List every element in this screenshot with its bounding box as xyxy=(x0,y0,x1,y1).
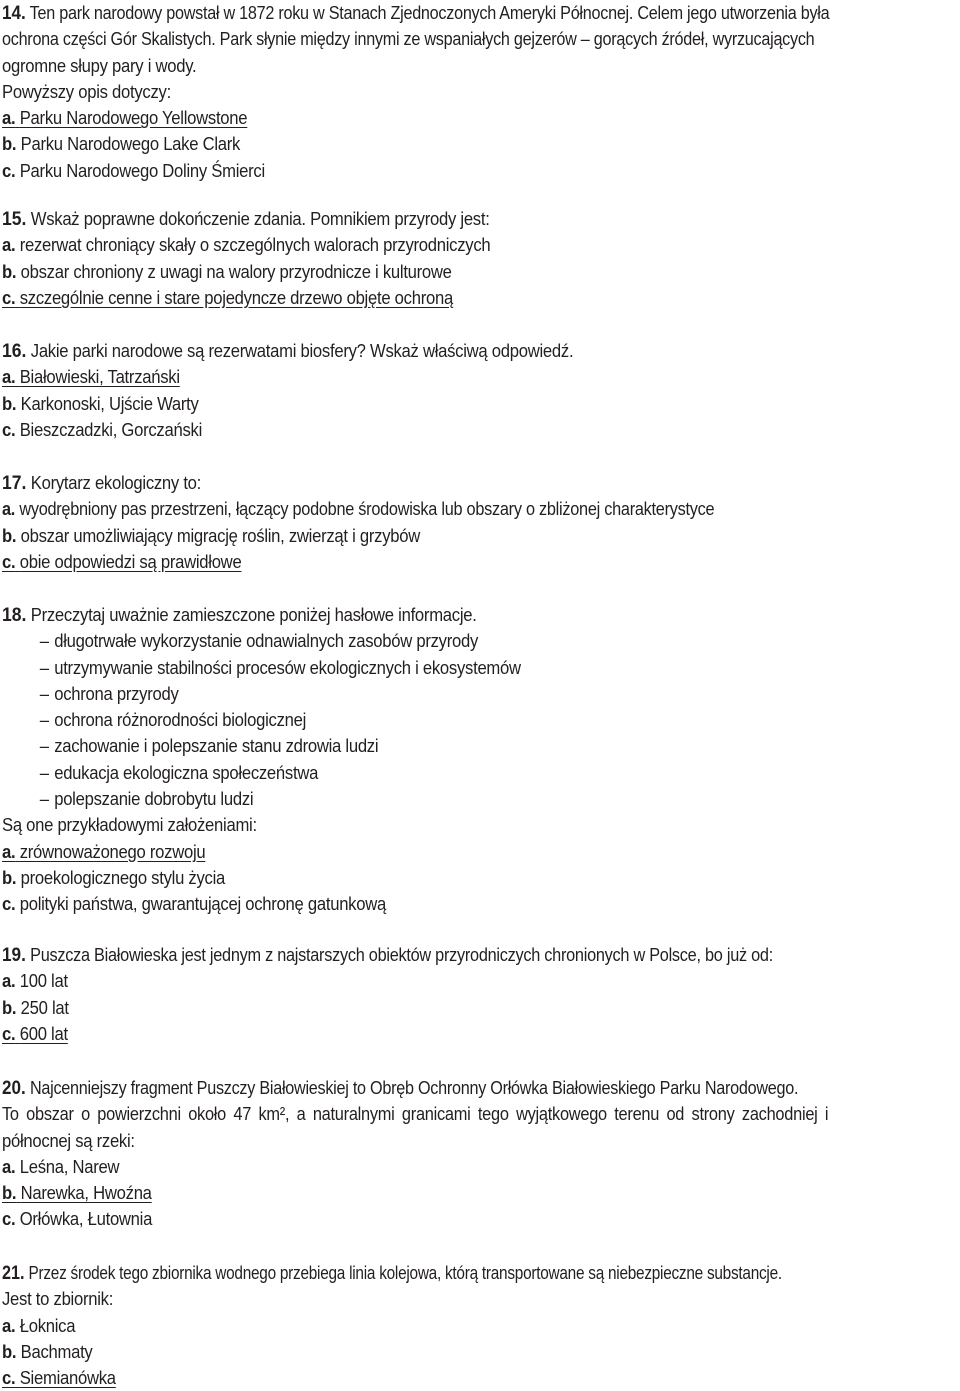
option-letter: c. xyxy=(2,1367,16,1389)
option-text: rezerwat chroniący skały o szczególnych walorach przyrodniczych xyxy=(19,234,491,256)
option-b[interactable] xyxy=(2,995,862,1021)
question-text: Przeczytaj uważnie zamieszczone poniżej hasłowe informacje. xyxy=(30,604,477,625)
question-14-prompt: Powyższy opis dotyczy: xyxy=(2,80,171,102)
question-16-line xyxy=(2,338,862,364)
dash-bullet: – xyxy=(39,788,49,810)
question-text: Puszcza Białowieska jest jednym z najstarszych obiektów przyrodniczych chronionych w Polsce, bo już od: xyxy=(30,944,773,965)
question-20-line-3: północnej są rzeki: xyxy=(2,1129,135,1151)
option-a[interactable] xyxy=(2,1154,862,1180)
question-number: 14. xyxy=(2,2,26,24)
question-17 xyxy=(2,470,958,575)
option-text: Parku Narodowego Doliny Śmierci xyxy=(19,159,265,181)
option-letter: c. xyxy=(2,418,16,440)
option-letter: a. xyxy=(2,366,16,388)
option-c[interactable] xyxy=(2,285,862,311)
option-b[interactable] xyxy=(2,1339,862,1365)
option-b[interactable] xyxy=(2,391,862,417)
option-text: Bachmaty xyxy=(20,1340,93,1362)
question-number: 19. xyxy=(2,944,26,966)
option-letter: c. xyxy=(2,1022,16,1044)
dash-bullet: – xyxy=(39,709,49,731)
option-letter: c. xyxy=(2,286,16,308)
option-b[interactable] xyxy=(2,1180,862,1206)
option-letter: b. xyxy=(2,996,17,1018)
option-text: wyodrębniony pas przestrzeni, łączący podobne środowiska lub obszary o zbliżonej charakterystyce xyxy=(19,498,715,520)
question-20-line-2: To obszar o powierzchni około 47 km², a naturalnymi granicami tego wyjątkowego terenu od strony zachodniej i xyxy=(2,1103,829,1125)
bullet-item xyxy=(2,681,862,707)
option-a[interactable] xyxy=(2,839,862,865)
option-text: Orłówka, Łutownia xyxy=(19,1208,153,1230)
bullet-item xyxy=(2,760,862,786)
option-b[interactable] xyxy=(2,865,862,891)
question-14-line-1 xyxy=(2,0,839,26)
question-number: 16. xyxy=(2,340,27,362)
option-a[interactable] xyxy=(2,496,843,522)
question-text: Jakie parki narodowe są rezerwatami biosfery? Wskaż właściwą odpowiedź. xyxy=(30,340,574,361)
option-c[interactable] xyxy=(2,891,862,917)
question-18 xyxy=(2,602,958,918)
option-text: obszar chroniony z uwagi na walory przyrodnicze i kulturowe xyxy=(20,260,452,282)
question-18-line xyxy=(2,602,862,628)
option-letter: a. xyxy=(2,1155,16,1177)
option-b[interactable] xyxy=(2,259,862,285)
option-letter: a. xyxy=(2,107,16,129)
question-15-line xyxy=(2,206,862,232)
question-15 xyxy=(2,206,958,311)
option-letter: b. xyxy=(2,392,17,414)
bullet-item xyxy=(2,707,862,733)
bullet-item xyxy=(2,655,862,681)
option-a[interactable] xyxy=(2,1313,862,1339)
option-text: szczególnie cenne i stare pojedyncze drzewo objęte ochroną xyxy=(19,286,453,308)
option-letter: a. xyxy=(2,1314,16,1336)
question-21 xyxy=(2,1260,958,1391)
option-text: Parku Narodowego Yellowstone xyxy=(19,107,248,129)
question-number: 20. xyxy=(2,1077,26,1099)
bullet-text: polepszanie dobrobytu ludzi xyxy=(54,788,254,810)
bullet-item xyxy=(2,733,862,759)
option-letter: b. xyxy=(2,1340,17,1362)
option-text: Siemianówka xyxy=(19,1367,116,1389)
dash-bullet: – xyxy=(39,761,49,783)
option-c[interactable] xyxy=(2,417,862,443)
option-letter: a. xyxy=(2,234,16,256)
option-a[interactable] xyxy=(2,364,862,390)
option-a[interactable] xyxy=(2,968,862,994)
option-a[interactable] xyxy=(2,232,862,258)
option-c[interactable] xyxy=(2,158,862,184)
option-letter: b. xyxy=(2,524,17,546)
bullet-text: utrzymywanie stabilności procesów ekologicznych i ekosystemów xyxy=(54,656,521,678)
option-text: 250 lat xyxy=(20,996,69,1018)
option-text: Leśna, Narew xyxy=(19,1155,120,1177)
question-text: Korytarz ekologiczny to: xyxy=(30,472,202,493)
option-letter: c. xyxy=(2,550,16,572)
bullet-text: ochrona przyrody xyxy=(54,682,179,704)
option-c[interactable] xyxy=(2,1021,862,1047)
option-text: Łoknica xyxy=(19,1314,76,1336)
option-text: 100 lat xyxy=(19,970,68,992)
question-14-line-2: ochrona części Gór Skalistych. Park słynie między innymi ze wspaniałych gejzerów – gorących źródeł, wyrzucających xyxy=(2,28,815,50)
option-text: Białowieski, Tatrzański xyxy=(19,366,180,388)
bullet-text: ochrona różnorodności biologicznej xyxy=(54,709,307,731)
option-text: Bieszczadzki, Gorczański xyxy=(19,418,203,440)
option-text: 600 lat xyxy=(19,1022,68,1044)
option-text: polityki państwa, gwarantującej ochronę gatunkową xyxy=(19,893,386,915)
question-21-line-2: Jest to zbiornik: xyxy=(2,1288,114,1310)
option-b[interactable] xyxy=(2,131,862,157)
option-letter: c. xyxy=(2,159,16,181)
option-c[interactable] xyxy=(2,549,862,575)
option-letter: c. xyxy=(2,1208,16,1230)
question-17-line xyxy=(2,470,862,496)
dash-bullet: – xyxy=(39,735,49,757)
question-number: 17. xyxy=(2,472,27,494)
bullet-text: edukacja ekologiczna społeczeństwa xyxy=(54,761,319,783)
question-14-line-3: ogromne słupy pary i wody. xyxy=(2,54,197,76)
option-c[interactable] xyxy=(2,1365,862,1391)
question-19 xyxy=(2,942,958,1047)
option-b[interactable] xyxy=(2,523,862,549)
question-20 xyxy=(2,1075,958,1233)
question-text: Wskaż poprawne dokończenie zdania. Pomnikiem przyrody jest: xyxy=(30,208,490,229)
dash-bullet: – xyxy=(39,630,49,652)
bullet-item xyxy=(2,786,862,812)
question-number: 15. xyxy=(2,208,27,230)
question-text: Najcenniejszy fragment Puszczy Białowieskiej to Obręb Ochronny Orłówka Białowieskiego Parku Narodowego. xyxy=(29,1077,799,1098)
option-letter: b. xyxy=(2,260,17,282)
option-letter: b. xyxy=(2,1182,17,1204)
question-19-line xyxy=(2,942,843,968)
option-letter: a. xyxy=(2,498,16,520)
question-text: Ten park narodowy powstał w 1872 roku w Stanach Zjednoczonych Ameryki Północnej. Celem jego utworzenia była xyxy=(29,2,830,23)
bullet-text: zachowanie i polepszanie stanu zdrowia ludzi xyxy=(54,735,379,757)
option-letter: a. xyxy=(2,840,16,862)
bullet-text: długotrwałe wykorzystanie odnawialnych zasobów przyrody xyxy=(54,630,479,652)
question-16 xyxy=(2,338,958,443)
question-18-conclusion: Są one przykładowymi założeniami: xyxy=(2,814,257,836)
option-text: obie odpowiedzi są prawidłowe xyxy=(19,550,242,572)
question-21-line-1 xyxy=(2,1260,795,1286)
question-20-line-1 xyxy=(2,1075,839,1101)
option-letter: b. xyxy=(2,866,17,888)
option-letter: c. xyxy=(2,893,16,915)
question-number: 21. xyxy=(2,1262,25,1284)
option-text: zrównoważonego rozwoju xyxy=(19,840,206,862)
option-text: Parku Narodowego Lake Clark xyxy=(20,133,241,155)
question-number: 18. xyxy=(2,604,27,626)
option-text: Karkonoski, Ujście Warty xyxy=(20,392,199,414)
dash-bullet: – xyxy=(39,656,49,678)
question-text: Przez środek tego zbiornika wodnego przebiega linia kolejowa, którą transportowane są niebezpieczne substancje. xyxy=(28,1262,782,1283)
option-text: obszar umożliwiający migrację roślin, zwierząt i grzybów xyxy=(20,524,421,546)
question-14 xyxy=(2,0,958,184)
bullet-item xyxy=(2,628,862,654)
option-c[interactable] xyxy=(2,1206,862,1232)
option-text: proekologicznego stylu życia xyxy=(20,866,226,888)
option-letter: a. xyxy=(2,970,16,992)
option-a[interactable] xyxy=(2,105,862,131)
dash-bullet: – xyxy=(39,682,49,704)
option-text: Narewka, Hwoźna xyxy=(20,1182,152,1204)
option-letter: b. xyxy=(2,133,17,155)
